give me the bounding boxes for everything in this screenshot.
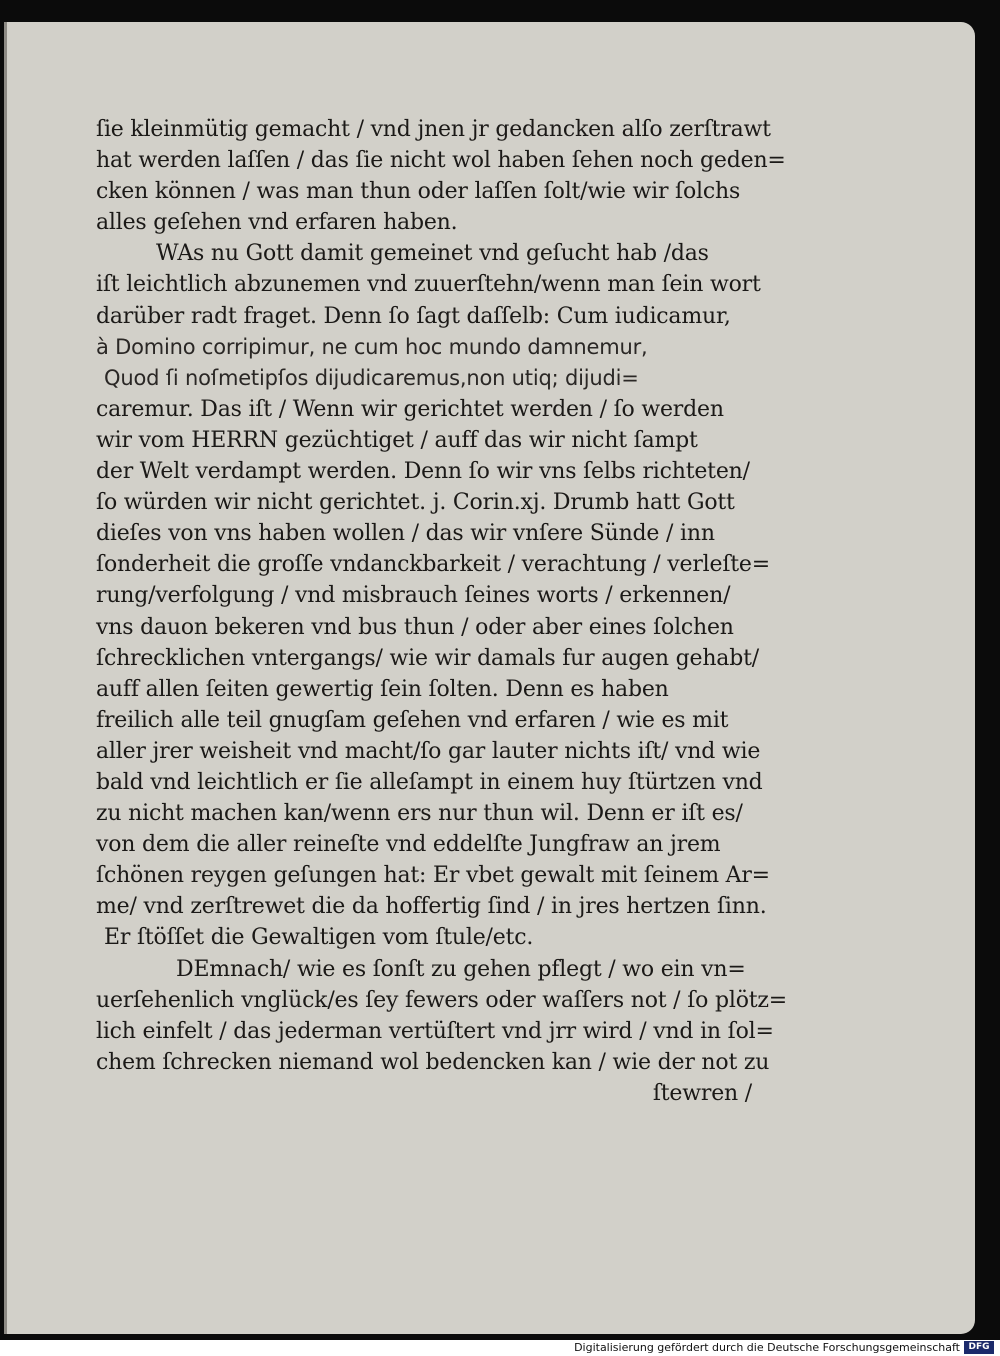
text-line: wir vom HERRN gezüchtiget / auff das wir nicht ſampt xyxy=(96,427,698,453)
text-line: Er ſtöſſet die Gewaltigen vom ſtule/etc. xyxy=(104,925,534,951)
text-line: aller jrer weisheit vnd macht/ſo gar lauter nichts iſt/ vnd wie xyxy=(96,738,761,764)
text-line: auff allen ſeiten gewertig ſein ſolten. Denn es haben xyxy=(96,676,669,702)
text-line: caremur. Das iſt / Wenn wir gerichtet werden / ſo werden xyxy=(96,396,724,422)
text-line: der Welt verdampt werden. Denn ſo wir vns ſelbs richteten/ xyxy=(96,459,750,485)
text-line: von dem die aller reineſte vnd eddelſte Jungfraw an jrem xyxy=(96,832,721,858)
text-line: iſt leichtlich abzunemen vnd zuuerſtehn/wenn man ſein wort xyxy=(96,272,761,298)
text-line: hat werden laſſen / das ſie nicht wol haben ſehen noch geden= xyxy=(96,148,786,174)
text-line: bald vnd leichtlich er ſie alleſampt in einem huy ſtürtzen vnd xyxy=(96,769,763,795)
text-line: ſchönen reygen geſungen hat: Er vbet gewalt mit ſeinem Ar= xyxy=(96,863,770,889)
text-line: alles geſehen vnd erfaren haben. xyxy=(96,210,458,236)
latin-text-line: à Domino corripimur, ne cum hoc mundo damnemur, xyxy=(96,334,648,359)
text-line: freilich alle teil gnugſam geſehen vnd erfaren / wie es mit xyxy=(96,707,729,733)
text-line: chem ſchrecken niemand wol bedencken kan / wie der not zu xyxy=(96,1049,770,1075)
text-line: ſonderheit die groſſe vndanckbarkeit / verachtung / verleſte= xyxy=(96,552,770,578)
page-text-block xyxy=(96,114,796,1109)
text-line: cken können / was man thun oder laſſen ſolt/wie wir ſolchs xyxy=(96,179,741,205)
text-line: uerſehenlich vnglück/es ſey fewers oder waſſers not / ſo plötz= xyxy=(96,987,788,1013)
text-line: darüber radt fraget. Denn ſo ſagt daſſelb: Cum iudicamur, xyxy=(96,303,731,329)
latin-text-line: Quod ſi noſmetipſos dijudicaremus,non utiq; dijudi= xyxy=(104,365,639,390)
text-line: vns dauon bekeren vnd bus thun / oder aber eines ſolchen xyxy=(96,614,734,640)
text-line: DEmnach/ wie es ſonſt zu gehen pflegt / wo ein vn= xyxy=(176,956,746,982)
text-line: ſo würden wir nicht gerichtet. j. Corin.xj. Drumb hatt Gott xyxy=(96,490,735,516)
text-line: rung/verfolgung / vnd misbrauch ſeines worts / erkennen/ xyxy=(96,583,731,609)
page-binding-edge xyxy=(4,22,7,1334)
text-line: zu nicht machen kan/wenn ers nur thun wil. Denn er iſt es/ xyxy=(96,801,743,827)
catchword: ſtewren / xyxy=(652,1080,752,1106)
text-line: dieſes von vns haben wollen / das wir vnſere Sünde / inn xyxy=(96,521,715,547)
text-line: ſchrecklichen vntergangs/ wie wir damals fur augen gehabt/ xyxy=(96,645,759,671)
text-line: me/ vnd zerſtrewet die da hoffertig ſind / in jres hertzen ſinn. xyxy=(96,894,767,920)
text-line: ſie kleinmütig gemacht / vnd jnen jr gedancken alſo zerſtrawt xyxy=(96,117,771,142)
text-line: WAs nu Gott damit gemeinet vnd geſucht hab /das xyxy=(156,241,709,267)
book-page xyxy=(4,22,975,1334)
text-line: lich einfelt / das jederman vertüſtert vnd jrr wird / vnd in ſol= xyxy=(96,1018,774,1044)
digitization-credit: Digitalisierung gefördert durch die Deutsche Forschungsgemeinschaft xyxy=(574,1341,960,1354)
dfg-logo-icon: DFG xyxy=(964,1341,994,1354)
